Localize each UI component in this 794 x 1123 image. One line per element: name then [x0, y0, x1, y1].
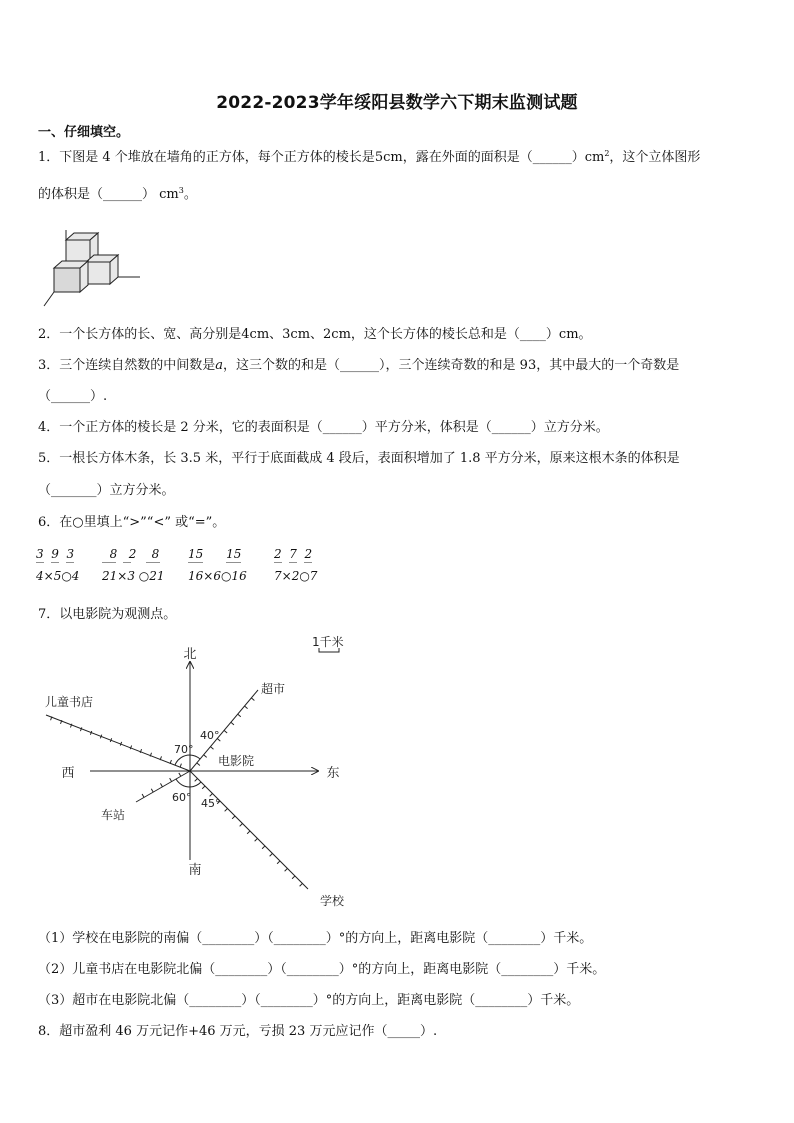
- ray-tick: [170, 778, 172, 781]
- q1-exponent-2: 2: [604, 149, 610, 158]
- fraction-denominators: 4×5○4: [36, 569, 80, 583]
- question-3-line-2: （______）.: [38, 389, 108, 404]
- ray-tick: [225, 808, 228, 811]
- school-label: 学校: [320, 894, 345, 908]
- q3-text-a: 3．三个连续自然数的中间数是: [38, 358, 216, 373]
- question-8: 8．超市盈利 46 万元记作+46 万元，亏损 23 万元应记作（_____）.: [38, 1024, 438, 1039]
- ray-tick: [270, 853, 273, 856]
- angle-label-60: 60°: [172, 791, 192, 804]
- ray-tick: [195, 778, 198, 781]
- fraction-comparisons: [36, 543, 336, 585]
- ray-tick: [100, 735, 101, 739]
- ray-tick: [224, 730, 227, 733]
- question-7-sub-2: （2）儿童书店在电影院北偏（________）（________）°的方向上，距离电影院（________）千米。: [38, 962, 606, 977]
- fraction-group-2: [102, 543, 165, 587]
- question-1-line-2: [38, 183, 197, 202]
- question-7: 7．以电影院为观测点。: [38, 607, 177, 622]
- angle-label-70: 70°: [174, 743, 194, 756]
- fraction-numerators: 15 15: [188, 547, 242, 561]
- ray-tick: [300, 883, 303, 886]
- north-label: 北: [183, 647, 197, 662]
- ray-tick: [238, 714, 241, 717]
- east-label: 东: [326, 766, 340, 781]
- fraction-group-1: [36, 543, 79, 587]
- stacked-cubes-figure: [40, 230, 150, 310]
- angle-arc-60: [176, 779, 190, 787]
- question-5-line-2: （_______）立方分米。: [38, 483, 175, 498]
- ray-tick: [197, 763, 200, 766]
- fraction-numerators: 2 7 2: [274, 547, 313, 561]
- ray-tick: [210, 747, 213, 750]
- cube-right: [86, 262, 110, 284]
- ray-tick: [285, 868, 288, 871]
- ray-tick: [245, 706, 248, 709]
- ray-tick: [231, 722, 234, 725]
- ray-tick: [262, 846, 265, 849]
- ray-tick: [204, 755, 207, 758]
- ray-tick: [142, 794, 144, 797]
- q1-text-e: 。: [183, 187, 197, 202]
- q1-unit-b: cm: [584, 150, 605, 165]
- angle-arc-70: [175, 755, 190, 765]
- bookstore-ray: [46, 715, 190, 771]
- ray-tick: [160, 783, 162, 786]
- q1-text-a: 1．下图是 4 个堆放在墙角的正方体，每个正方体的棱长是: [38, 150, 375, 165]
- supermarket-label: 超市: [261, 682, 286, 696]
- ray-tick: [247, 831, 250, 834]
- ray-tick: [180, 764, 181, 768]
- q1-text-d: 的体积是（______）: [38, 187, 156, 202]
- scale-label: 1千米: [312, 635, 344, 649]
- question-1-line-1: [38, 146, 700, 165]
- fraction-group-3: [188, 543, 247, 587]
- south-label: 南: [188, 863, 202, 878]
- fraction-group-4: [274, 543, 317, 587]
- ray-tick: [80, 727, 81, 731]
- angle-label-45: 45°: [201, 797, 221, 810]
- ray-tick: [255, 838, 258, 841]
- question-6: 6．在○里填上“>”“<” 或“=”。: [38, 515, 226, 530]
- fraction-denominators: 16×6○16: [188, 569, 247, 583]
- question-7-sub-3: （3）超市在电影院北偏（________）（________）°的方向上，距离电影院（________）千米。: [38, 993, 580, 1008]
- question-7-sub-1: （1）学校在电影院的南偏（________）（________）°的方向上，距离电影院（________）千米。: [38, 931, 593, 946]
- ray-tick: [151, 789, 153, 792]
- ray-tick: [292, 876, 295, 879]
- ray-tick: [202, 786, 205, 789]
- fraction-denominators: 7×2○7: [274, 569, 318, 583]
- q1-unit-a: 5cm: [374, 150, 403, 165]
- school-ray: [190, 771, 308, 889]
- ray-tick: [110, 738, 111, 742]
- question-5-line-1: 5．一根长方体木条，长 3.5 米，平行于底面截成 4 段后，表面积增加了 1.8 平方分米，原来这根木条的体积是: [38, 451, 680, 466]
- cube-front: [54, 268, 80, 292]
- q1-text-c: ，这个立体图形: [609, 150, 701, 165]
- angle-label-40: 40°: [200, 729, 220, 742]
- cinema-label: 电影院: [218, 754, 255, 768]
- ray-tick: [277, 861, 280, 864]
- ray-tick: [120, 742, 121, 746]
- fraction-numerators: 8 2 8: [102, 547, 160, 561]
- q3-variable: a: [215, 358, 224, 373]
- fraction-numerators: 3 9 3: [36, 547, 75, 561]
- q1-unit-c: cm: [159, 187, 179, 202]
- q1-exponent-3: 3: [178, 186, 184, 195]
- page-title: 2022-2023学年绥阳县数学六下期末监测试题: [216, 93, 578, 113]
- west-label: 西: [61, 766, 75, 781]
- ray-tick: [90, 731, 91, 735]
- q3-text-b: ，这三个数的和是（______），三个连续奇数的和是 93，其中最大的一个奇数是: [223, 358, 680, 373]
- bookstore-label: 儿童书店: [45, 695, 94, 709]
- question-2: 2．一个长方体的长、宽、高分别是4cm、3cm、2cm，这个长方体的棱长总和是（____）cm。: [38, 327, 592, 342]
- fraction-denominators: 21×3 ○21: [102, 569, 165, 583]
- question-3-line-1: [38, 354, 679, 373]
- ray-tick: [240, 823, 243, 826]
- cube-top: [66, 240, 90, 262]
- angle-arc-45: [190, 782, 201, 787]
- q1-text-b: ，露在外面的面积是（______）: [402, 150, 585, 165]
- station-label: 车站: [101, 808, 126, 822]
- ray-tick: [210, 793, 213, 796]
- section-heading: 一、仔细填空。: [38, 125, 130, 140]
- ray-tick: [179, 773, 181, 776]
- question-4: 4．一个正方体的棱长是 2 分米，它的表面积是（______）平方分米，体积是（______）立方分米。: [38, 420, 609, 435]
- ray-tick: [232, 816, 235, 819]
- ray-tick: [251, 698, 254, 701]
- compass-map: [0, 625, 400, 915]
